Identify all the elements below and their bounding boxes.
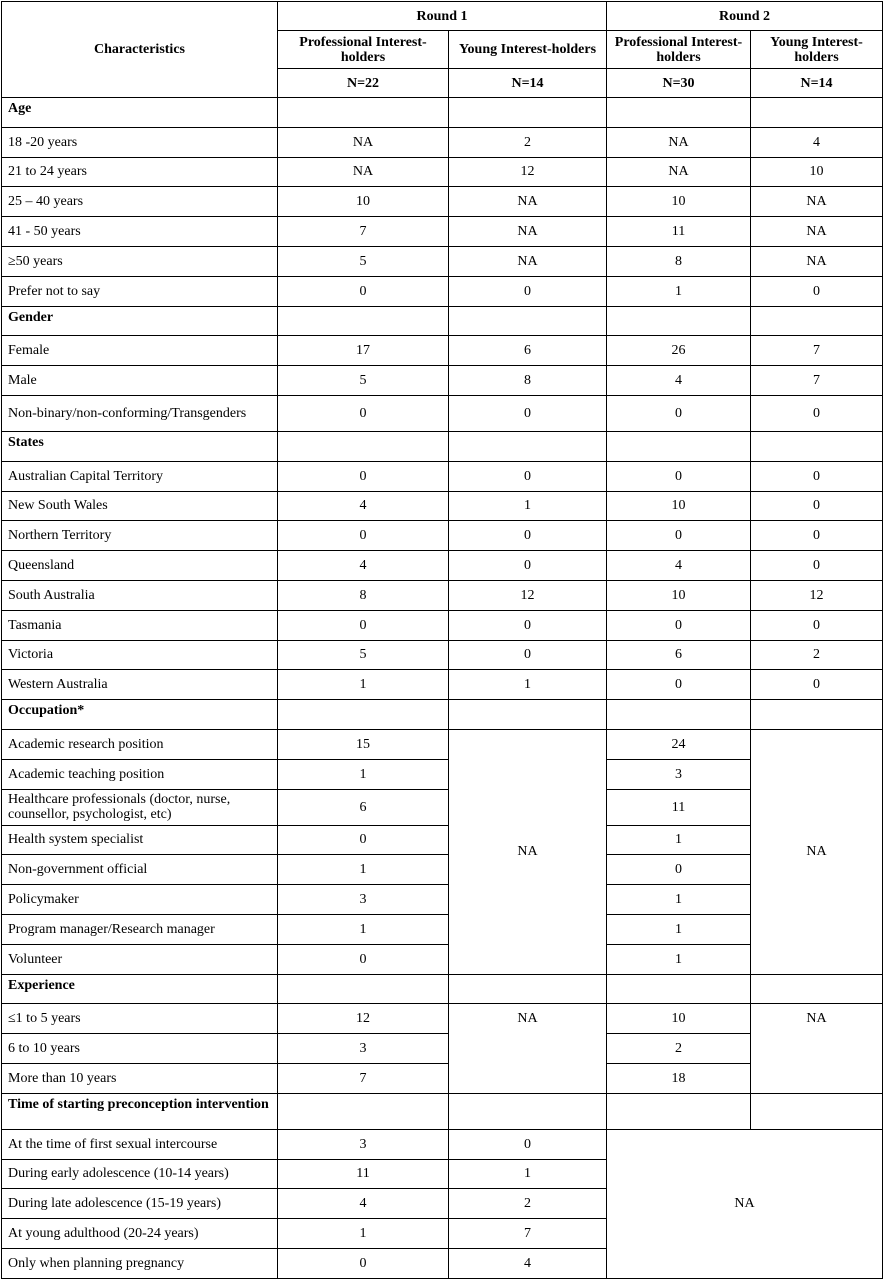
section-title: Experience <box>2 974 278 1004</box>
round2-header: Round 2 <box>607 2 883 31</box>
table-row: Healthcare professionals (doctor, nurse, counsellor, psychologist, etc) 6 11 <box>2 789 883 825</box>
r2-prof-n: N=30 <box>607 69 751 98</box>
section-row-states <box>2 431 883 461</box>
table-row: 18 -20 years NA 2 NA 4 <box>2 127 883 157</box>
table-row: Health system specialist 0 1 <box>2 825 883 855</box>
section-title: Age <box>2 98 278 128</box>
table-row: 41 - 50 years 7 NA 11 NA <box>2 217 883 247</box>
r1-prof-n: N=22 <box>278 69 449 98</box>
table-row: Academic research position 15 NA 24 NA <box>2 729 883 759</box>
table-row: ≤1 to 5 years 12 NA 10 NA <box>2 1004 883 1034</box>
table-row: During late adolescence (15-19 years) 4 2 <box>2 1189 883 1219</box>
section-title: Occupation* <box>2 700 278 730</box>
table-row: Northern Territory 0 0 0 0 <box>2 521 883 551</box>
table-row: Volunteer 0 1 <box>2 944 883 974</box>
table-row: South Australia 8 12 10 12 <box>2 580 883 610</box>
table-row: At the time of first sexual intercourse 3 0 NA <box>2 1129 883 1159</box>
section-row-timing <box>2 1093 883 1129</box>
table-row: Academic teaching position 1 3 <box>2 759 883 789</box>
table-row: Policymaker 3 1 <box>2 885 883 915</box>
r2-prof-header: Professional Interest-holders <box>607 31 751 69</box>
table-row: More than 10 years 7 18 <box>2 1063 883 1093</box>
table-row: ≥50 years 5 NA 8 NA <box>2 246 883 276</box>
table-row: Queensland 4 0 4 0 <box>2 551 883 581</box>
table-row: Program manager/Research manager 1 1 <box>2 914 883 944</box>
table-row: Non-binary/non-conforming/Transgenders 0 0 0 0 <box>2 395 883 431</box>
table-row: Only when planning pregnancy 0 4 <box>2 1248 883 1278</box>
r1-prof-header: Professional Interest-holders <box>278 31 449 69</box>
section-row-gender <box>2 306 883 336</box>
r2-young-n: N=14 <box>751 69 883 98</box>
table-row: At young adulthood (20-24 years) 1 7 <box>2 1219 883 1249</box>
section-title: Gender <box>2 306 278 336</box>
table-row: Male 5 8 4 7 <box>2 366 883 396</box>
na-cell: NA <box>751 1004 883 1093</box>
section-title: Time of starting preconception intervention <box>2 1093 278 1129</box>
header-row-rounds <box>2 2 883 31</box>
table-row: During early adolescence (10-14 years) 11 1 <box>2 1159 883 1189</box>
table-row: Tasmania 0 0 0 0 <box>2 610 883 640</box>
table-row: Female 17 6 26 7 <box>2 336 883 366</box>
table-row: Victoria 5 0 6 2 <box>2 640 883 670</box>
na-cell: NA <box>449 729 607 974</box>
r1-young-n: N=14 <box>449 69 607 98</box>
table-row: Prefer not to say 0 0 1 0 <box>2 276 883 306</box>
round1-header: Round 1 <box>278 2 607 31</box>
na-cell: NA <box>449 1004 607 1093</box>
section-title: States <box>2 431 278 461</box>
table-row: 21 to 24 years NA 12 NA 10 <box>2 157 883 187</box>
na-cell: NA <box>607 1129 883 1278</box>
section-row-experience <box>2 974 883 1004</box>
characteristics-table <box>1 1 883 1279</box>
r2-young-header: Young Interest-holders <box>751 31 883 69</box>
section-row-age <box>2 98 883 128</box>
table-row: 25 – 40 years 10 NA 10 NA <box>2 187 883 217</box>
r1-young-header: Young Interest-holders <box>449 31 607 69</box>
section-row-occupation <box>2 700 883 730</box>
table-row: New South Wales 4 1 10 0 <box>2 491 883 521</box>
table-row: 6 to 10 years 3 2 <box>2 1034 883 1064</box>
table-row: Western Australia 1 1 0 0 <box>2 670 883 700</box>
table-row: Non-government official 1 0 <box>2 855 883 885</box>
table-row: Australian Capital Territory 0 0 0 0 <box>2 461 883 491</box>
characteristics-header: Characteristics <box>2 2 278 98</box>
na-cell: NA <box>751 729 883 974</box>
